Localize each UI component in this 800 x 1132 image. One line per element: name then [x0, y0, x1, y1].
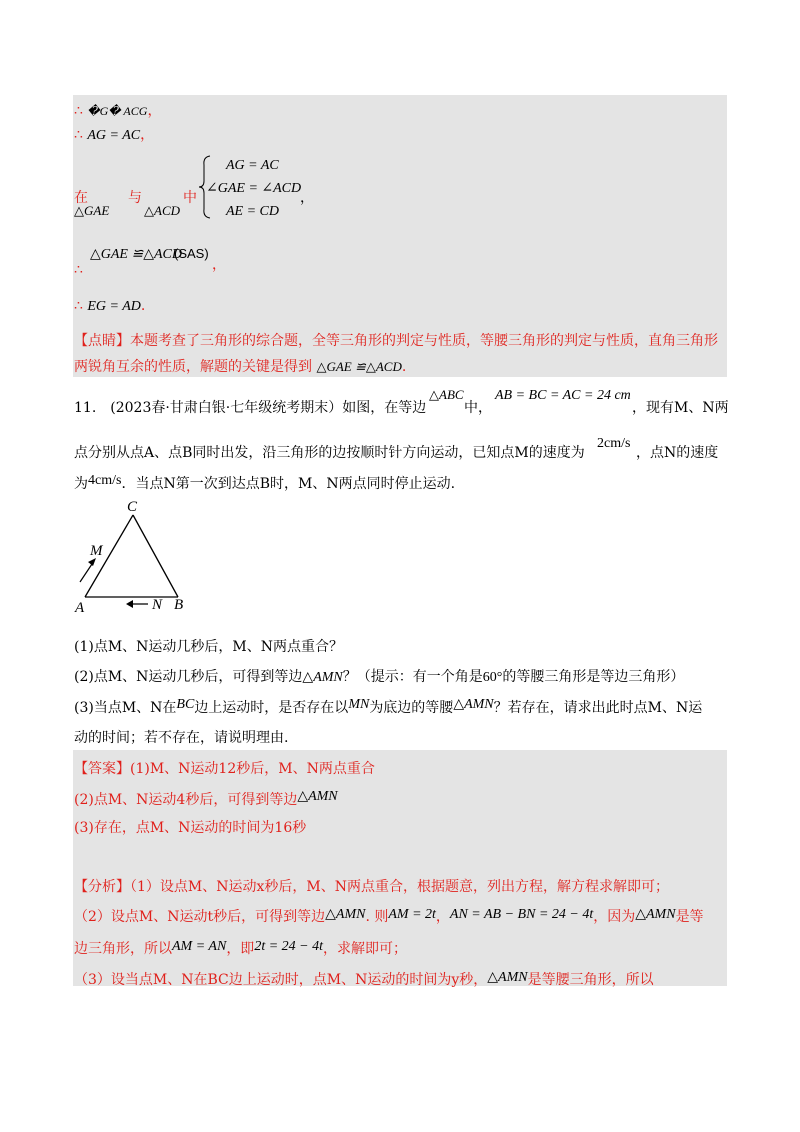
question-math: 60°: [482, 670, 503, 685]
proof-and: 与: [128, 190, 142, 206]
proof-math: AG = AC: [87, 128, 141, 143]
analysis-2: [74, 906, 704, 926]
label-n: N: [152, 597, 163, 613]
speed-n: 4cm/s: [88, 473, 122, 488]
comment-line-2: [74, 356, 406, 376]
comment-line-1: [74, 330, 718, 350]
arrow-m-head: [88, 558, 96, 566]
punct: .: [140, 298, 146, 314]
punct: ，: [300, 190, 314, 206]
analysis-2b: [74, 938, 407, 958]
question-math: △AMN: [453, 697, 494, 712]
question-text: 边上运动时，是否存在以: [194, 700, 349, 716]
system-eq-1: AG = AC: [226, 158, 279, 173]
question-text: 为底边的等腰: [369, 700, 454, 716]
answer-3: (3)存在，点M、N运动的时间为16秒: [74, 820, 307, 836]
therefore-symbol: ∴: [74, 103, 83, 119]
side-equation: AB = BC = AC = 24 cm: [495, 388, 631, 403]
question-2: [74, 666, 684, 686]
analysis-text: . 则: [365, 909, 389, 925]
label-m: M: [90, 543, 103, 559]
analysis-text: ，: [435, 909, 450, 925]
proof-mid: 中: [183, 190, 197, 206]
triangle-figure: [70, 495, 200, 620]
equation-system: [206, 154, 302, 223]
system-eq-2: ∠GAE = ∠ACD: [206, 181, 302, 196]
question-text: ？（提示：有一个角是: [342, 669, 483, 685]
question-math: MN: [348, 697, 370, 712]
proof-line-5: [74, 298, 145, 315]
triangle-acd: △ACD: [144, 203, 180, 218]
analysis-text: （3）设当点M、N在BC边上运动时，点M、N运动的时间为y秒，: [74, 972, 488, 988]
analysis-3: [74, 969, 654, 989]
analysis-text: ，即: [226, 941, 255, 957]
therefore-symbol: ∴: [74, 298, 83, 314]
question-text: 的等腰三角形是等边三角形）: [502, 669, 685, 685]
problem-text: ．当点N第一次到达点B时，M、N两点同时停止运动.: [121, 476, 456, 492]
proof-line-1: [74, 100, 161, 120]
speed-m: 2cm/s: [597, 436, 631, 451]
analysis-math: △AMN: [487, 970, 528, 985]
question-text: ？若存在，请求出此时点M、N运: [493, 700, 703, 716]
problem-line-1: 11. (2023春·甘肃白银·七年级统考期末）如图，在等边: [74, 400, 427, 416]
analysis-math: 2t = 24 − 4t: [254, 939, 323, 954]
therefore-symbol: ∴: [74, 262, 83, 278]
analysis-math: AN = AB − BN = 24 − 4t: [449, 907, 594, 922]
triangle-gae: △GAE: [74, 203, 110, 218]
comment-math: △GAE ≌△ACD: [316, 359, 402, 374]
analysis-text: 边三角形，所以: [74, 941, 172, 957]
question-text: (2)点M、N运动几秒后，可得到等边: [74, 669, 303, 685]
comment-text: 本题考查了三角形的综合题，全等三角形的判定与性质，等腰三角形的判定与性质，直角三角形: [130, 333, 718, 349]
analysis-text: ，求解即可；: [323, 941, 407, 957]
question-1: (1)点M、N运动几秒后，M、N两点重合？: [74, 639, 344, 655]
arrow-n-head: [126, 600, 133, 608]
analysis-math: △AMN: [325, 907, 366, 922]
analysis-text: 是等腰三角形，所以: [527, 972, 654, 988]
analysis-math: AM = AN: [172, 939, 227, 954]
sas-label: (SAS): [174, 246, 209, 261]
answer-text: (2)点M、N运动4秒后，可得到等边: [74, 792, 298, 808]
punct: ，: [147, 103, 162, 119]
proof-line-2: [74, 124, 154, 144]
therefore-symbol: ∴: [74, 127, 83, 143]
comment-text: 两锐角互余的性质，解题的关键是得到: [74, 359, 312, 375]
question-3-line-2: 动的时间；若不存在，请说明理由.: [74, 730, 289, 746]
answer-math: △AMN: [297, 789, 338, 804]
question-3: [74, 697, 702, 717]
comment-label: 【点睛】: [74, 333, 130, 349]
punct: ，: [140, 127, 155, 143]
proof-line-3-pre: 在: [74, 190, 88, 206]
proof-math: �G� ACG: [87, 104, 148, 118]
question-text: (3)当点M、N在: [74, 700, 177, 716]
answer-2: [74, 789, 338, 809]
problem-line-2: 点分别从点A、点B同时出发，沿三角形的边按顺时针方向运动，已知点M的速度为: [74, 445, 585, 461]
punct: ，: [212, 257, 226, 273]
answer-label: 【答案】: [74, 761, 130, 777]
analysis-text: ，因为: [593, 909, 636, 925]
analysis-math: AM = 2t: [388, 907, 436, 922]
punct: .: [401, 359, 407, 375]
proof-congruence: △GAE ≌△ACD: [90, 247, 182, 262]
analysis-text: （2）设点M、N运动t秒后，可得到等边: [74, 909, 326, 925]
analysis-label: 【分析】: [74, 879, 130, 895]
problem-text: 为: [74, 476, 88, 492]
triangle-abc: △ABC: [429, 387, 464, 402]
answer-1: [74, 758, 375, 778]
label-a: A: [75, 600, 85, 616]
proof-math: EG = AD: [87, 299, 141, 314]
answer-text: (1)M、N运动12秒后，M、N两点重合: [130, 761, 375, 777]
label-c: C: [127, 499, 138, 515]
analysis-math: △AMN: [635, 907, 676, 922]
label-b: B: [174, 597, 184, 613]
analysis-1: [74, 876, 669, 896]
question-math: △AMN: [302, 670, 343, 685]
problem-line-3: [74, 473, 455, 493]
analysis-text: 是等: [675, 909, 704, 925]
problem-mid: 中，: [464, 400, 492, 416]
analysis-text: （1）设点M、N运动x秒后，M、N两点重合，根据题意，列出方程，解方程求解即可；: [130, 879, 669, 895]
system-eq-3: AE = CD: [226, 204, 279, 219]
problem-line-2-end: ，点N的速度: [636, 445, 719, 461]
side-cb: [133, 515, 178, 597]
problem-line-1-end: ，现有M、N两: [632, 400, 729, 416]
question-math: BC: [176, 697, 195, 712]
